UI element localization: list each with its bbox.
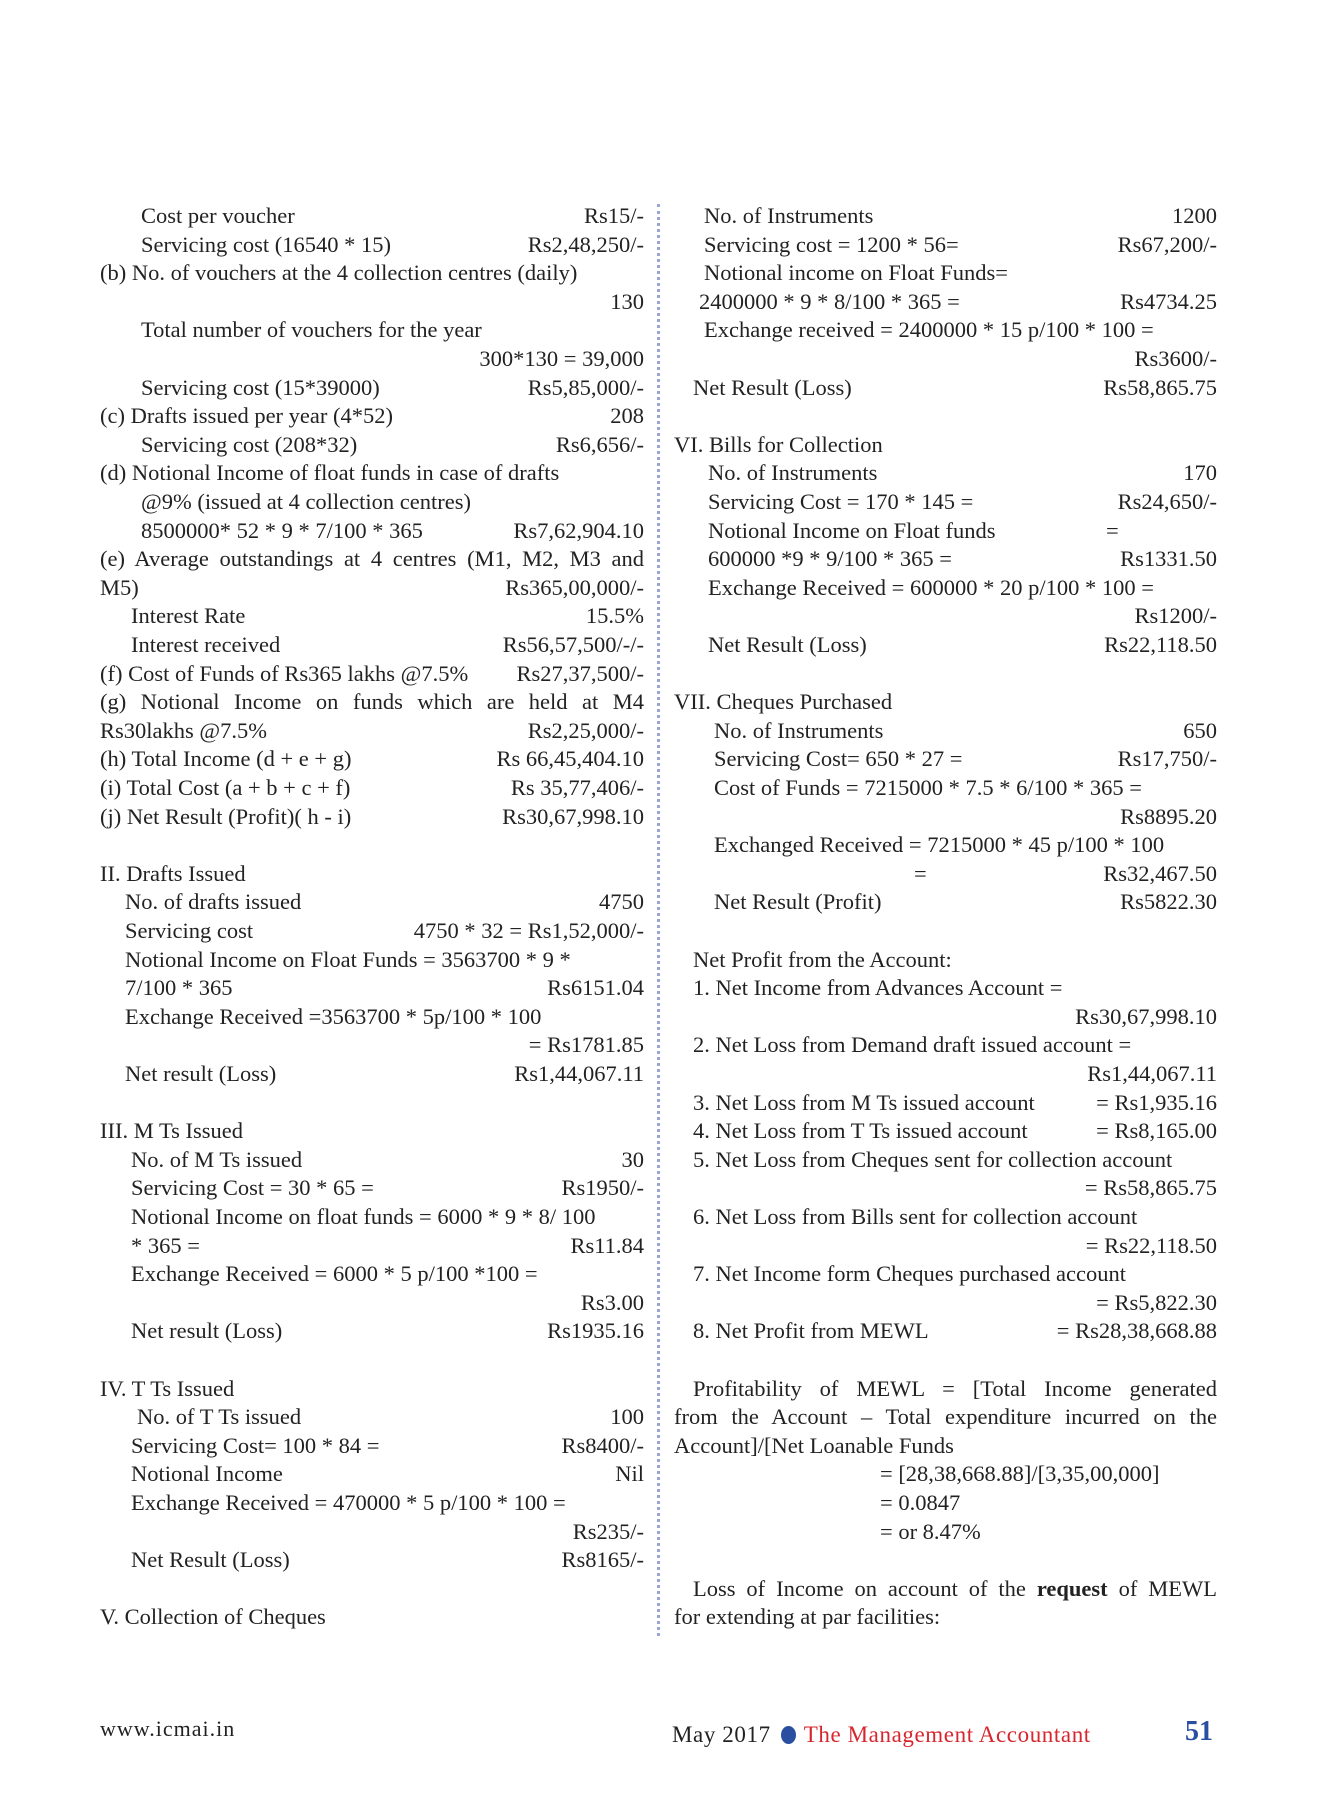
text-line xyxy=(674,545,1217,574)
text-line xyxy=(100,1375,644,1404)
line-label: Servicing cost xyxy=(125,918,254,943)
line-value: Rs58,865.75 xyxy=(1103,374,1217,400)
line-value: Rs56,57,500/-/- xyxy=(502,632,644,657)
line-label: No. of Instruments xyxy=(704,203,874,228)
line-label: Servicing cost = 1200 * 56= xyxy=(704,231,959,257)
text-line xyxy=(100,517,644,546)
line-label: No. of Instruments xyxy=(714,717,884,743)
text-line xyxy=(674,1003,1217,1032)
text-line xyxy=(100,1489,644,1518)
line-label: Notional Income xyxy=(131,1461,283,1487)
text-line xyxy=(674,202,1217,231)
text-line xyxy=(674,259,1217,288)
line-label: 2400000 * 9 * 8/100 * 365 = xyxy=(699,288,960,314)
text-line xyxy=(674,602,1217,631)
text-line xyxy=(674,1432,1217,1461)
text-line xyxy=(100,1060,644,1089)
line-value: Rs5,85,000/- xyxy=(527,374,644,400)
text-line xyxy=(100,574,644,603)
text-line xyxy=(100,545,644,574)
line-label: VI. Bills for Collection xyxy=(674,431,883,457)
line-label: VII. Cheques Purchased xyxy=(674,689,893,715)
text-line xyxy=(100,717,644,746)
line-value: = Rs1,935.16 xyxy=(1096,1089,1217,1115)
line-label: Exchange received = 2400000 * 15 p/100 * 100 = xyxy=(704,317,1154,343)
line-label: Exchange Received = 600000 * 20 p/100 * 100 = xyxy=(708,574,1154,600)
line-value: = Rs8,165.00 xyxy=(1096,1118,1217,1144)
line-label: II. Drafts Issued xyxy=(100,860,246,886)
bold-text: request xyxy=(1036,1575,1108,1601)
line-value: Rs32,467.50 xyxy=(1103,860,1217,886)
line-value: = Rs58,865.75 xyxy=(1084,1175,1217,1201)
text-line xyxy=(100,917,644,946)
line-value: Rs1935.16 xyxy=(547,1318,644,1344)
text-line xyxy=(100,345,644,374)
line-label: Notional Income on float funds = 6000 * 9 * 8/ 100 xyxy=(131,1204,596,1229)
text-line xyxy=(674,345,1217,374)
text-line xyxy=(100,1546,644,1575)
text-line xyxy=(100,831,644,860)
line-label: Net Result (Loss) xyxy=(131,1547,290,1573)
line-value: 208 xyxy=(610,403,644,429)
line-label: 6. Net Loss from Bills sent for collection account xyxy=(693,1204,1138,1229)
line-value: 1200 xyxy=(1172,203,1217,228)
line-label: Interest Rate xyxy=(131,603,246,629)
text-line xyxy=(674,1460,1217,1489)
line-value: 100 xyxy=(610,1404,644,1430)
line-label: @9% (issued at 4 collection centres) xyxy=(141,489,471,514)
line-value: Rs5822.30 xyxy=(1120,889,1217,915)
line-value: Rs22,118.50 xyxy=(1104,632,1217,657)
line-value: 30 xyxy=(621,1146,644,1172)
line-value: 4750 xyxy=(599,889,644,915)
line-label: No. of Instruments xyxy=(708,460,878,486)
text-line xyxy=(674,231,1217,260)
line-label: Cost of Funds = 7215000 * 7.5 * 6/100 * 365 = xyxy=(714,775,1142,800)
line-label: Total number of vouchers for the year xyxy=(141,317,482,343)
text-line xyxy=(100,745,644,774)
text-line xyxy=(674,717,1217,746)
line-label: Net Result (Loss) xyxy=(693,374,852,400)
line-label: 600000 *9 * 9/100 * 365 = xyxy=(708,546,952,572)
line-value: Rs2,48,250/- xyxy=(527,231,644,257)
line-label: No. of M Ts issued xyxy=(131,1146,303,1172)
line-text: Loss of Income on account of the xyxy=(693,1575,1037,1601)
line-value: 650 xyxy=(1183,717,1217,743)
text-line xyxy=(100,1003,644,1032)
text-line xyxy=(100,431,644,460)
text-line xyxy=(100,316,644,345)
text-line xyxy=(674,888,1217,917)
text-line xyxy=(674,1031,1217,1060)
text-line xyxy=(100,803,644,832)
text-line xyxy=(100,774,644,803)
line-value: Rs8165/- xyxy=(561,1547,644,1573)
text-line xyxy=(100,459,644,488)
text-line xyxy=(100,374,644,403)
line-value: Rs235/- xyxy=(572,1518,644,1544)
line-value: Rs11.84 xyxy=(570,1232,644,1258)
text-line xyxy=(674,517,1217,546)
text-line xyxy=(100,1203,644,1232)
text-line xyxy=(100,1346,644,1375)
text-line xyxy=(100,1317,644,1346)
text-line xyxy=(100,631,644,660)
text-line xyxy=(100,402,644,431)
text-line xyxy=(100,259,644,288)
line-value: Rs67,200/- xyxy=(1117,231,1217,257)
text-line xyxy=(100,1575,644,1604)
text-line xyxy=(674,288,1217,317)
text-line xyxy=(674,1060,1217,1089)
line-value: 4750 * 32 = Rs1,52,000/- xyxy=(413,918,644,943)
text-line xyxy=(100,1260,644,1289)
text-line xyxy=(100,1432,644,1461)
line-label: No. of T Ts issued xyxy=(137,1404,302,1430)
line-label: Interest received xyxy=(131,632,281,657)
line-label: 7/100 * 365 xyxy=(125,975,233,1001)
line-value: Rs7,62,904.10 xyxy=(513,517,644,543)
line-label: Notional income on Float Funds= xyxy=(704,260,1008,286)
line-value: Rs4734.25 xyxy=(1120,288,1217,314)
text-line xyxy=(674,774,1217,803)
text-line xyxy=(674,1260,1217,1289)
line-value: Rs 35,77,406/- xyxy=(510,775,644,800)
line-label: = 0.0847 xyxy=(880,1490,961,1515)
text-line xyxy=(674,1489,1217,1518)
line-label: (e) Average outstandings at 4 centres (M1, M2, M3 and xyxy=(100,546,644,572)
line-value: = Rs28,38,668.88 xyxy=(1056,1318,1217,1344)
text-line xyxy=(100,974,644,1003)
text-line xyxy=(100,1289,644,1318)
line-label: (f) Cost of Funds of Rs365 lakhs @7.5% xyxy=(100,660,469,686)
line-label: 8500000* 52 * 9 * 7/100 * 365 xyxy=(141,517,423,543)
line-label: Exchange Received = 6000 * 5 p/100 *100 = xyxy=(131,1261,538,1287)
text-line xyxy=(100,1603,644,1632)
text-line xyxy=(674,1174,1217,1203)
line-label: (c) Drafts issued per year (4*52) xyxy=(100,403,394,429)
line-value: 15.5% xyxy=(585,603,644,629)
line-label: (h) Total Income (d + e + g) xyxy=(100,746,352,772)
bullet-dot-icon xyxy=(781,1726,796,1744)
line-value: 130 xyxy=(610,288,644,314)
footer-issue-info xyxy=(672,1722,1091,1748)
text-line xyxy=(674,316,1217,345)
text-line xyxy=(674,860,1217,889)
line-label: Net Profit from the Account: xyxy=(693,946,952,972)
line-value: Rs6,656/- xyxy=(555,431,644,457)
text-line xyxy=(674,431,1217,460)
line-label: V. Collection of Cheques xyxy=(100,1604,326,1630)
line-value: Rs8895.20 xyxy=(1120,803,1217,829)
line-value: Rs1,44,067.11 xyxy=(1087,1061,1217,1086)
issue-date: May 2017 xyxy=(672,1722,771,1747)
text-line xyxy=(674,1575,1217,1604)
text-line xyxy=(674,488,1217,517)
text-line xyxy=(100,1174,644,1203)
line-value: Rs30,67,998.10 xyxy=(1075,1003,1217,1029)
line-value: Rs1331.50 xyxy=(1120,546,1217,572)
line-value: Nil xyxy=(615,1461,644,1487)
text-line xyxy=(674,1089,1217,1118)
text-line xyxy=(674,574,1217,603)
line-value: 170 xyxy=(1183,460,1217,486)
line-label: Servicing Cost= 100 * 84 = xyxy=(131,1432,380,1458)
text-line xyxy=(674,831,1217,860)
equals-sign: = xyxy=(914,860,927,886)
line-label: for extending at par facilities: xyxy=(674,1604,941,1630)
line-value: Rs2,25,000/- xyxy=(527,717,644,743)
text-line xyxy=(100,288,644,317)
line-label: Servicing cost (15*39000) xyxy=(141,374,380,400)
line-label: IV. T Ts Issued xyxy=(100,1375,235,1401)
line-value: Rs6151.04 xyxy=(547,975,644,1001)
text-line xyxy=(674,1146,1217,1175)
line-label: 7. Net Income form Cheques purchased account xyxy=(693,1261,1126,1287)
text-line xyxy=(674,1403,1217,1432)
line-label: Notional Income on Float Funds = 3563700 * 9 * xyxy=(125,946,571,972)
line-label: Servicing cost (208*32) xyxy=(141,431,358,457)
text-line xyxy=(674,688,1217,717)
line-value: Rs15/- xyxy=(583,203,644,228)
line-text: of MEWL xyxy=(1107,1575,1217,1601)
line-label: Exchange Received = 470000 * 5 p/100 * 100 = xyxy=(131,1490,566,1515)
text-line xyxy=(674,1232,1217,1261)
text-line xyxy=(674,1603,1217,1632)
text-line xyxy=(100,1031,644,1060)
text-line xyxy=(674,459,1217,488)
line-value: = Rs5,822.30 xyxy=(1096,1289,1217,1315)
equals-sign: = xyxy=(1106,517,1119,543)
text-line xyxy=(100,1146,644,1175)
line-value: Rs3.00 xyxy=(580,1289,644,1315)
line-value: Rs8400/- xyxy=(561,1432,644,1458)
line-value: Rs30,67,998.10 xyxy=(502,803,644,829)
text-line xyxy=(674,1317,1217,1346)
line-value: Rs1950/- xyxy=(561,1175,644,1201)
line-label: Notional Income on Float funds xyxy=(708,517,996,543)
text-line xyxy=(100,660,644,689)
text-line xyxy=(674,1117,1217,1146)
text-line xyxy=(100,202,644,231)
text-line xyxy=(100,688,644,717)
text-line xyxy=(674,1203,1217,1232)
line-value: 300*130 = 39,000 xyxy=(479,346,644,371)
line-value: Rs27,37,500/- xyxy=(516,660,644,686)
line-label: Rs30lakhs @7.5% xyxy=(100,717,267,743)
text-line xyxy=(100,860,644,889)
text-line xyxy=(674,660,1217,689)
line-label: Net result (Loss) xyxy=(131,1318,283,1344)
line-label: 8. Net Profit from MEWL xyxy=(693,1318,929,1344)
line-label: Exchange Received =3563700 * 5p/100 * 100 xyxy=(125,1003,542,1029)
text-line xyxy=(674,803,1217,832)
text-line xyxy=(674,974,1217,1003)
text-line xyxy=(674,1375,1217,1404)
line-value: = Rs22,118.50 xyxy=(1085,1232,1217,1258)
footer-website: www.icmai.in xyxy=(100,1716,236,1741)
line-label: (d) Notional Income of float funds in case of drafts xyxy=(100,460,560,486)
line-label: Net Result (Loss) xyxy=(708,632,867,657)
line-label: 2. Net Loss from Demand draft issued account = xyxy=(693,1032,1132,1058)
text-line xyxy=(100,1089,644,1118)
line-label: Servicing cost (16540 * 15) xyxy=(141,231,391,257)
text-line xyxy=(100,1460,644,1489)
line-value: Rs24,650/- xyxy=(1117,489,1217,514)
line-label: Servicing Cost= 650 * 27 = xyxy=(714,746,963,772)
line-value: Rs1,44,067.11 xyxy=(514,1061,644,1086)
line-label: Cost per voucher xyxy=(141,203,295,228)
text-line xyxy=(100,231,644,260)
line-value: Rs1200/- xyxy=(1134,603,1217,629)
line-value: Rs365,00,000/- xyxy=(505,574,644,600)
line-label: * 365 = xyxy=(131,1232,200,1258)
line-label: Net result (Loss) xyxy=(125,1061,277,1086)
line-label: (g) Notional Income on funds which are held at M4 xyxy=(100,689,644,715)
text-line xyxy=(100,602,644,631)
text-line xyxy=(674,917,1217,946)
line-label: Servicing Cost = 170 * 145 = xyxy=(708,489,974,514)
line-label xyxy=(693,1575,1217,1604)
text-line xyxy=(674,402,1217,431)
text-line xyxy=(674,1518,1217,1547)
line-value: Rs 66,45,404.10 xyxy=(496,746,644,772)
line-label: Servicing Cost = 30 * 65 = xyxy=(131,1175,374,1201)
line-label: 3. Net Loss from M Ts issued account xyxy=(693,1089,1035,1115)
line-value: Rs17,750/- xyxy=(1117,746,1217,772)
text-line xyxy=(674,1346,1217,1375)
line-label: 1. Net Income from Advances Account = xyxy=(693,975,1063,1001)
line-label: = or 8.47% xyxy=(880,1518,981,1544)
line-label: No. of drafts issued xyxy=(125,889,302,915)
text-line xyxy=(100,1117,644,1146)
line-label: Account]/[Net Loanable Funds xyxy=(674,1432,954,1458)
line-label: (b) No. of vouchers at the 4 collection centres (daily) xyxy=(100,260,578,286)
line-value: = Rs1781.85 xyxy=(528,1032,644,1058)
text-line xyxy=(100,888,644,917)
line-label: (j) Net Result (Profit)( h - i) xyxy=(100,803,352,829)
text-line xyxy=(674,745,1217,774)
line-label: from the Account – Total expenditure incurred on the xyxy=(674,1404,1217,1430)
text-line xyxy=(100,1403,644,1432)
text-line xyxy=(674,374,1217,403)
page-number: 51 xyxy=(1185,1716,1213,1747)
magazine-title: The Management Accountant xyxy=(803,1722,1091,1747)
line-label: Profitability of MEWL = [Total Income generated xyxy=(693,1375,1217,1401)
text-line xyxy=(100,488,644,517)
text-line xyxy=(100,1232,644,1261)
text-line xyxy=(674,631,1217,660)
line-value: Rs3600/- xyxy=(1134,346,1217,371)
line-label: Exchanged Received = 7215000 * 45 p/100 * 100 xyxy=(714,832,1165,858)
line-label: 4. Net Loss from T Ts issued account xyxy=(693,1118,1028,1144)
line-label: 5. Net Loss from Cheques sent for collection account xyxy=(693,1146,1173,1172)
column-divider xyxy=(657,204,660,1636)
line-label: (i) Total Cost (a + b + c + f) xyxy=(100,775,351,800)
text-line xyxy=(674,1289,1217,1318)
text-line xyxy=(100,1518,644,1547)
line-label: = [28,38,668.88]/[3,35,00,000] xyxy=(880,1461,1160,1487)
line-label: M5) xyxy=(100,574,139,600)
line-label: III. M Ts Issued xyxy=(100,1118,243,1144)
text-line xyxy=(674,946,1217,975)
text-line xyxy=(100,946,644,975)
line-label: Net Result (Profit) xyxy=(714,889,882,915)
text-line xyxy=(674,1546,1217,1575)
